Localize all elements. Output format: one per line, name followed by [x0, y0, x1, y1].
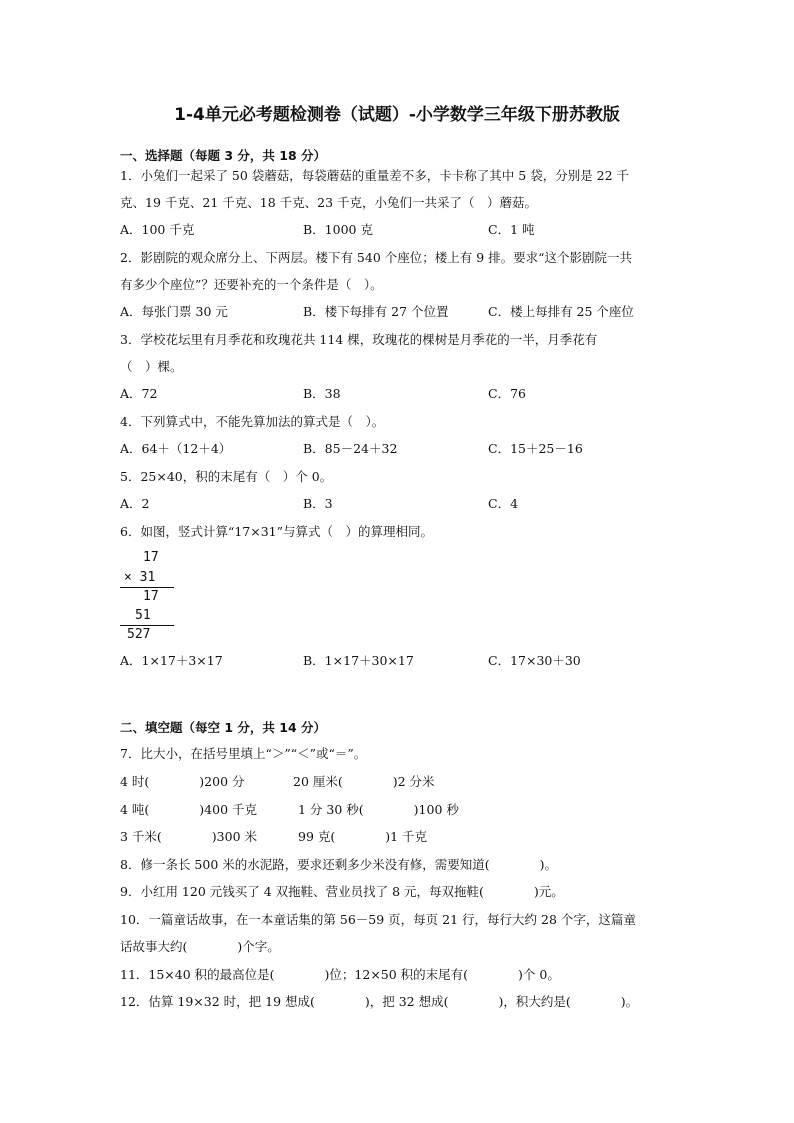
q2-option-c: C．楼上每排有 25 个座位 — [488, 304, 634, 319]
q7-row-2-right: 1 分 30 秒( )100 秒 — [298, 802, 459, 817]
q3-option-a: A．72 — [120, 386, 158, 401]
vertical-row-partial-2: 51 — [135, 608, 151, 623]
q6-option-b: B．1×17＋30×17 — [303, 653, 414, 668]
question-10-line-2: 话故事大约( )个字。 — [120, 939, 280, 954]
q6-option-c: C．17×30＋30 — [488, 653, 581, 668]
question-4-line-1: 4．下列算式中，不能先算加法的算式是（ ）。 — [120, 414, 385, 429]
q5-option-b: B．3 — [303, 496, 333, 511]
question-2-line-1: 2．影剧院的观众席分上、下两层。楼下有 540 个座位；楼上有 9 排。要求“这个影剧院一共 — [120, 250, 633, 265]
question-2-line-2: 有多少个座位”？还要补充的一个条件是（ ）。 — [120, 277, 383, 292]
question-6-line-1: 6．如图，竖式计算“17×31”与算式（ ）的算理相同。 — [120, 524, 434, 539]
q2-option-b: B．楼下每排有 27 个位置 — [303, 304, 449, 319]
q5-option-a: A．2 — [120, 496, 150, 511]
q1-option-a: A．100 千克 — [120, 222, 195, 237]
vertical-row-multiplier: × 31 — [124, 570, 156, 585]
question-3-line-1: 3．学校花坛里有月季花和玫瑰花共 114 棵，玫瑰花的棵树是月季花的一半，月季花有 — [120, 332, 598, 347]
question-11: 11．15×40 积的最高位是( )位；12×50 积的末尾有( )个 0。 — [120, 967, 560, 982]
q3-option-c: C．76 — [488, 386, 526, 401]
vertical-row-multiplicand: 17 — [143, 550, 159, 565]
q7-row-2-left: 4 吨( )400 千克 — [120, 802, 258, 817]
page-title: 1-4单元必考题检测卷（试题）-小学数学三年级下册苏教版 — [174, 105, 620, 125]
q1-option-b: B．1000 克 — [303, 222, 373, 237]
question-1-line-1: 1．小兔们一起采了 50 袋蘑菇，每袋蘑菇的重量差不多，卡卡称了其中 5 袋，分别是 22 千 — [120, 168, 630, 183]
section-heading-choice: 一、选择题（每题 3 分，共 18 分） — [120, 148, 327, 163]
section-heading-fill: 二、填空题（每空 1 分，共 14 分） — [120, 720, 327, 735]
vertical-row-partial-1: 17 — [143, 589, 159, 604]
question-1-line-2: 克、19 千克、21 千克、18 千克、23 千克，小兔们一共采了（ ）蘑菇。 — [120, 195, 538, 210]
question-3-line-2: （ ）棵。 — [120, 359, 183, 374]
q3-option-b: B．38 — [303, 386, 341, 401]
q4-option-a: A．64＋（12＋4） — [120, 441, 232, 456]
question-8: 8．修一条长 500 米的水泥路，要求还剩多少米没有修，需要知道( )。 — [120, 857, 558, 872]
vertical-rule-1 — [120, 587, 174, 588]
question-12: 12．估算 19×32 时，把 19 想成( )，把 32 想成( )，积大约是( )。 — [120, 994, 639, 1009]
q5-option-c: C．4 — [488, 496, 519, 511]
q2-option-a: A．每张门票 30 元 — [120, 304, 228, 319]
q4-option-b: B．85－24＋32 — [303, 441, 398, 456]
question-9: 9．小红用 120 元钱买了 4 双拖鞋、营业员找了 8 元，每双拖鞋( )元。 — [120, 884, 564, 899]
question-5-line-1: 5．25×40，积的末尾有（ ）个 0。 — [120, 469, 333, 484]
question-10-line-1: 10．一篇童话故事，在一本童话集的第 56－59 页，每页 21 行，每行大约 28 个字，这篇童 — [120, 912, 636, 927]
q7-row-3-left: 3 千米( )300 米 — [120, 829, 258, 844]
q1-option-c: C．1 吨 — [488, 222, 535, 237]
q7-row-1-left: 4 时( )200 分 — [120, 774, 245, 789]
q7-row-1-right: 20 厘米( )2 分米 — [293, 774, 435, 789]
q4-option-c: C．15＋25－16 — [488, 441, 583, 456]
vertical-row-product: 527 — [127, 627, 151, 642]
vertical-rule-2 — [120, 625, 174, 626]
q6-option-a: A．1×17＋3×17 — [120, 653, 223, 668]
question-7-line-1: 7．比大小，在括号里填上“＞”“＜”或“＝”。 — [120, 746, 367, 761]
q7-row-3-right: 99 克( )1 千克 — [298, 829, 428, 844]
